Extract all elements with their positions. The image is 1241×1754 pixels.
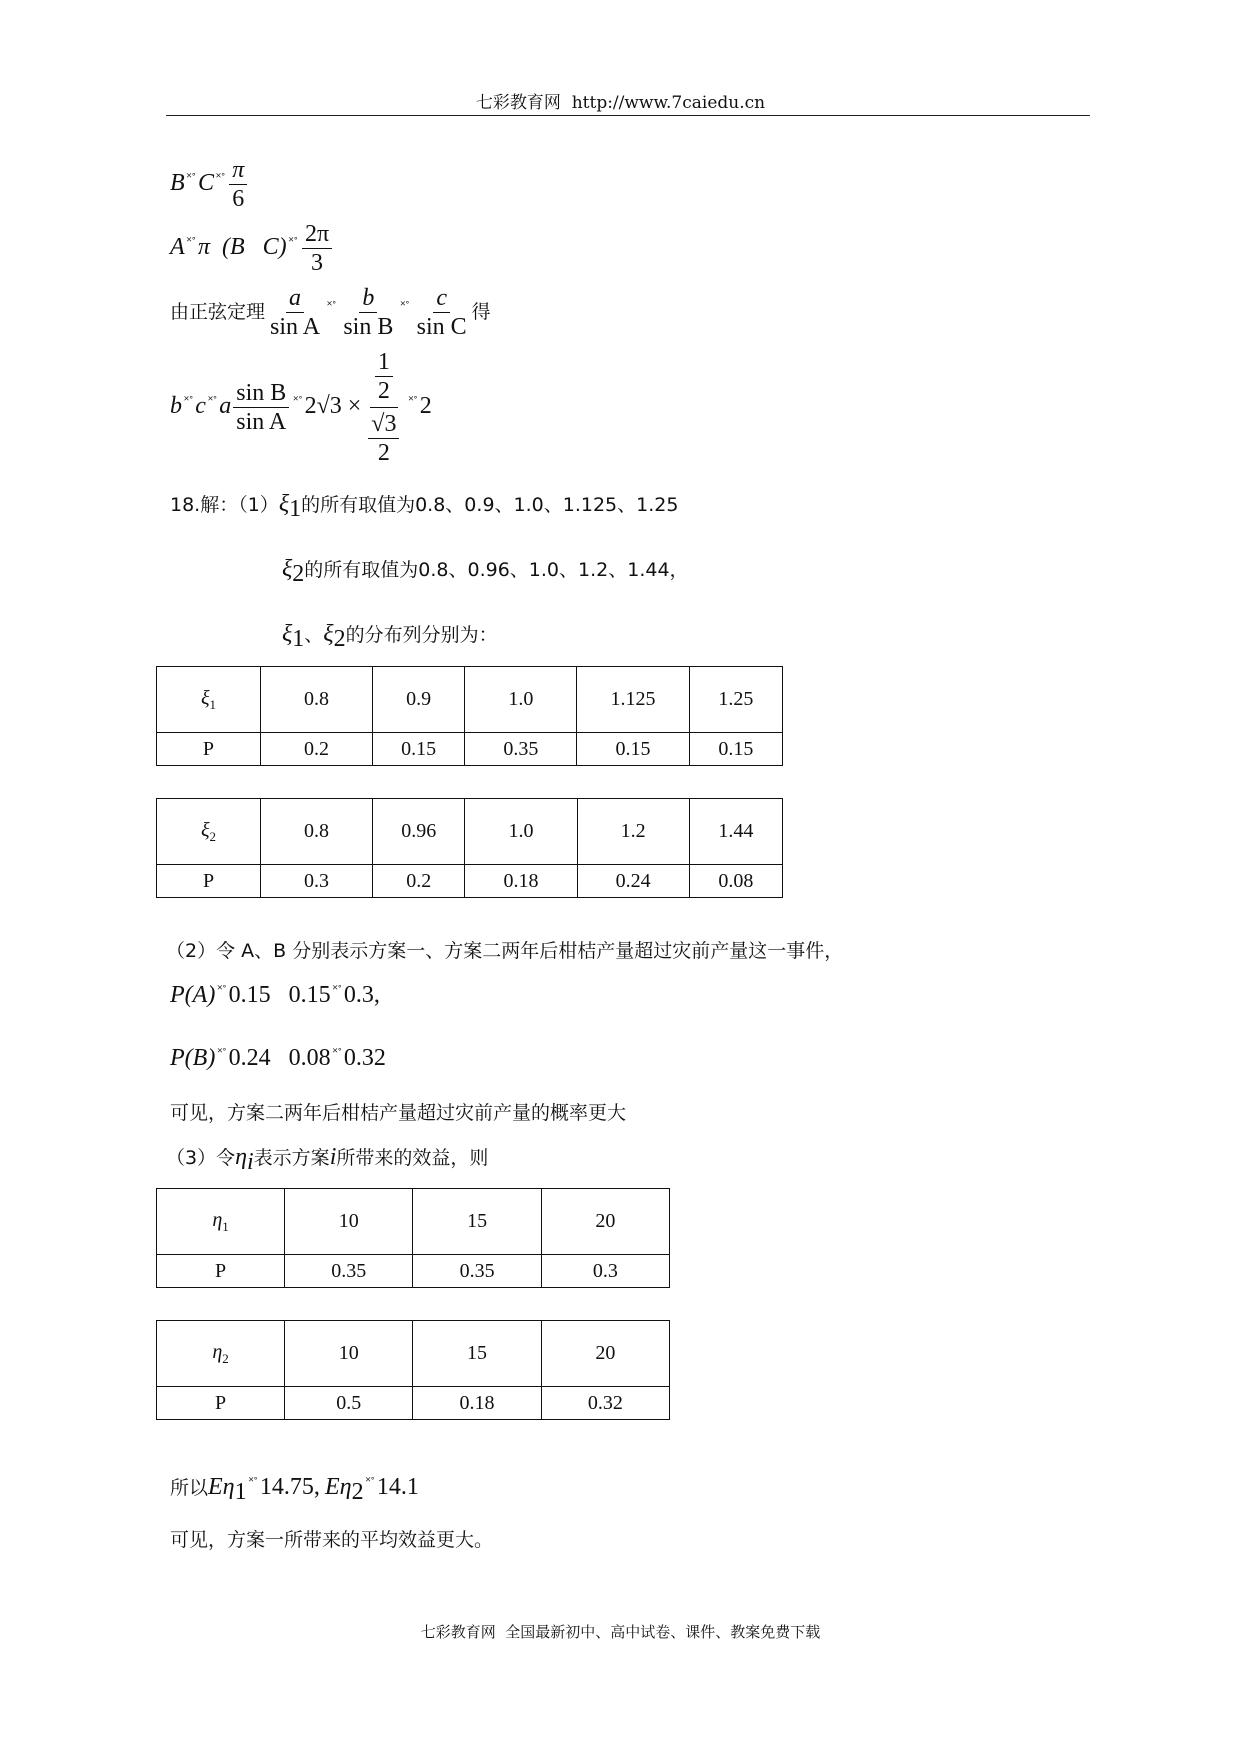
table-cell: 0.18 [413,1387,541,1420]
math-var: B [170,170,185,197]
table-header-cell: P [157,733,261,766]
xi2-values: 的所有取值为0.8、0.96、1.0、1.2、1.44， [304,559,689,581]
table-cell: 0.15 [689,733,782,766]
table-cell: 1.125 [577,667,689,733]
table-cell: 0.35 [413,1255,541,1288]
table-cell: 1.2 [577,799,689,865]
q18-conclusion3: 可见，方案一所带来的平均效益更大。 [170,1529,494,1551]
table-cell: 0.32 [541,1387,669,1420]
table-header-cell: $\eta_2$ [157,1321,285,1387]
placeholder-symbol: ˟˚ [186,170,196,186]
placeholder-symbol: ˟˚ [293,393,303,409]
placeholder-symbol: ˟˚ [186,234,196,250]
table-header-cell: P [157,865,261,898]
table-cell: 0.3 [261,865,373,898]
table-cell: 1.0 [465,667,577,733]
table-cell: 0.8 [260,667,372,733]
placeholder-symbol: ˟˚ [332,982,342,997]
q18-part1-line2: $\xi_2$的所有取值为0.8、0.96、1.0、1.2、1.44， [282,556,689,587]
table-cell: 0.9 [372,667,464,733]
table-eta2 [156,1320,670,1420]
math-var: π [197,234,210,261]
q18-part2-text: （2）令 A、B 分别表示方案一、方案二两年后柑桔产量超过灾前产量这一事件， [166,940,844,962]
q17-line4 [170,350,432,465]
table-cell: 0.8 [261,799,373,865]
table-cell: 10 [285,1321,413,1387]
table-cell: 0.18 [465,865,577,898]
question-label: 18.解：（1） [170,494,279,516]
placeholder-symbol: ˟˚ [217,982,227,997]
q18-conclusion2: 可见，方案二两年后柑桔产量超过灾前产量的概率更大 [170,1102,627,1124]
separator: 、 [304,624,324,646]
placeholder-symbol: ˟˚ [248,1474,258,1489]
xi-symbol: ξ [278,491,290,517]
q17-line3 [170,286,491,339]
header-site: 七彩教育网 [475,93,561,113]
q17-line1 [170,158,249,211]
table-cell: 15 [413,1321,541,1387]
q18-part1-line1: 18.解：$(1)\xi_1$的所有取值为0.8、0.9、1.0、1.125、1.25 [170,491,679,522]
table-xi1 [156,666,783,766]
table-header-cell: P [157,1255,285,1288]
math-group: (B C) [222,234,287,261]
table-cell: 20 [541,1189,669,1255]
math-result: 2 [419,393,432,420]
math-var: a [219,393,232,420]
table-cell: 0.15 [372,733,464,766]
table-cell: 0.5 [285,1387,413,1420]
table-cell: 0.15 [577,733,689,766]
fraction: $\frac{b}{\text{sin B}}$ [343,285,394,340]
placeholder-symbol: ˟˚ [400,298,410,314]
fraction: $\frac{a}{\text{sin A}}$ [270,285,321,340]
table-xi2 [156,798,783,898]
placeholder-symbol: ˟˚ [288,234,298,250]
xi-symbol: ξ [282,621,293,647]
xi-symbol: ξ [323,621,334,647]
table-cell: 20 [541,1321,669,1387]
math-var: c [195,393,206,420]
table-header-cell: P [157,1387,285,1420]
q18-pb: P(B) ˟˚0.24 0.08 ˟˚0.32 [170,1045,386,1071]
placeholder-symbol: ˟˚ [184,393,194,409]
table-cell: 0.3 [541,1255,669,1288]
table-cell: 0.35 [285,1255,413,1288]
table-cell: 1.25 [689,667,782,733]
math-coef: 2√3 × [304,393,362,420]
table-cell: 15 [413,1189,541,1255]
header-divider [166,115,1090,116]
math-var: C [197,170,214,197]
placeholder-symbol: ˟˚ [365,1474,375,1489]
text-label: 得 [471,301,491,324]
fraction: $\frac{c}{\text{sin C}}$ [416,285,467,340]
table-cell: 0.35 [465,733,577,766]
q18-part3-intro: （3）令$\eta_i$表示方案i所带来的效益，则 [166,1144,489,1175]
page-footer: 七彩教育网 全国最新初中、高中试卷、课件、教案免费下载 [420,1623,821,1641]
table-header-cell: $\xi_2$ [157,799,261,865]
math-var: b [170,393,182,420]
page-header [0,88,1241,113]
table-cell: 1.0 [465,799,577,865]
dist-intro: 的分布列分别为： [345,624,498,646]
table-eta1 [156,1188,670,1288]
math-var: A [170,234,185,261]
table-header-cell: $\eta_1$ [157,1189,285,1255]
table-cell: 0.24 [577,865,689,898]
placeholder-symbol: ˟˚ [217,1045,227,1060]
text-label: 由正弦定理 [170,301,266,324]
table-cell: 0.2 [373,865,465,898]
placeholder-symbol: ˟˚ [327,298,337,314]
compound-fraction: $\frac{\frac{1}{2}}{\frac{√3}{2}}$ [363,350,404,465]
table-cell: 10 [285,1189,413,1255]
table-cell: 0.96 [373,799,465,865]
header-url: http://www.7caiedu.cn [571,93,766,113]
xi-symbol: ξ [282,556,293,582]
table-cell: 0.2 [260,733,372,766]
xi1-values: 的所有取值为0.8、0.9、1.0、1.125、1.25 [301,494,679,516]
table-header-cell: $\xi_1$ [157,667,261,733]
q18-expectation: 所以$E\eta_1$ ˟˚14.75, $E\eta_2$ ˟˚14.1 [170,1474,419,1505]
table-cell: 0.08 [689,865,782,898]
q18-part1-line3: $\xi_1$、$\xi_2$的分布列分别为： [282,621,498,652]
fraction: $\frac{2\pi}{3}$ [302,222,332,275]
fraction: $\frac{\text{sin B}}{\text{sin A}}$ [233,381,289,434]
placeholder-symbol: ˟˚ [215,170,226,186]
fraction: $\frac{\pi}{6}$ [229,158,247,211]
placeholder-symbol: ˟˚ [207,393,218,409]
q17-line2 [170,222,334,275]
q18-pa: P(A) ˟˚0.15 0.15 ˟˚0.3, [170,982,380,1008]
placeholder-symbol: ˟˚ [408,393,418,409]
table-cell: 1.44 [689,799,782,865]
placeholder-symbol: ˟˚ [332,1045,342,1060]
